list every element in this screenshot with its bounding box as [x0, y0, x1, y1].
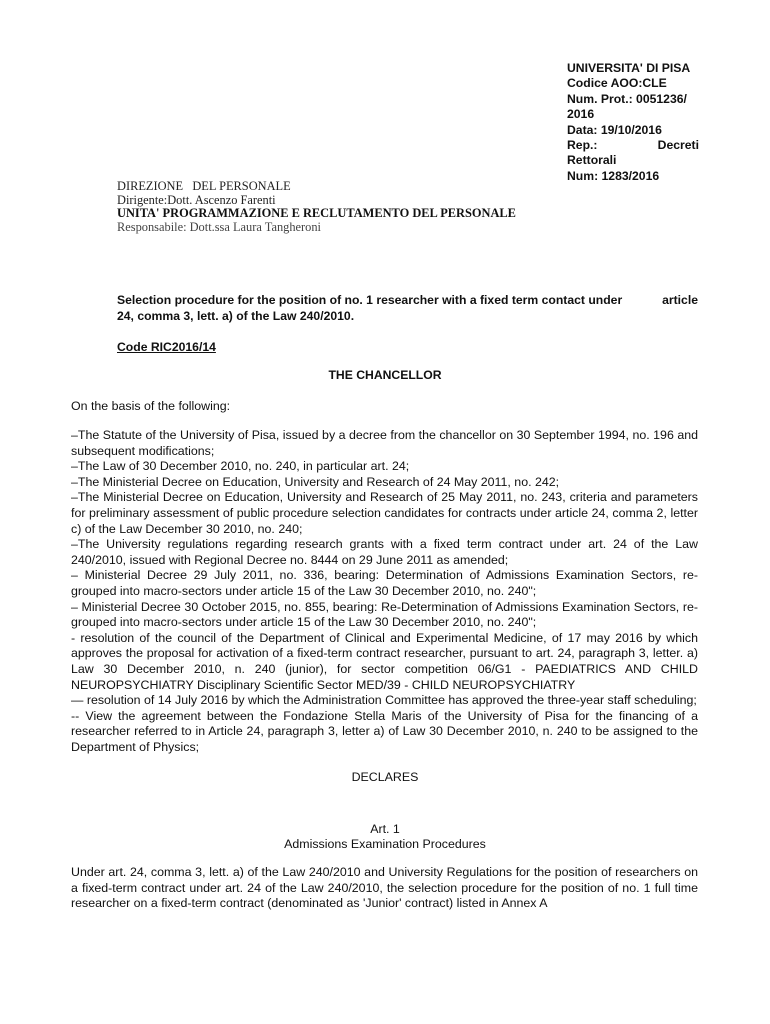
protocol-rep-value: Decreti	[657, 138, 699, 153]
recital-paragraph: –The Ministerial Decree on Education, University and Research of 24 May 2011, no. 242;	[71, 474, 560, 489]
recital-paragraph: –The University regulations regarding research grants with a fixed term contract under art. 24 of the Law 240/2010, issued with Regional Decree no. 8444 on 29 June 2011 as amended;	[71, 537, 698, 567]
basis-intro: On the basis of the following:	[71, 399, 231, 413]
protocol-university: UNIVERSITA' DI PISA	[567, 61, 691, 75]
recital-paragraph: - resolution of the council of the Department of Clinical and Experimental Medicine, of 17 may 2016 by which approves the proposal for activation of a fixed-term contract researcher, pursuant to art. 24, paragraph 3, letter. a) Law 30 December 2010, n. 240 (junior), for sector competition 06/G1 - PAEDIATRICS AND CHILD NEUROPSYCHIATRY Disciplinary Scientific Sector MED/39 - CHILD NEUROPSYCHIATRY	[71, 630, 698, 692]
office-direzione: DIREZIONE DEL PERSONALE	[117, 179, 291, 193]
chancellor-heading: THE CHANCELLOR	[328, 368, 442, 382]
recital-paragraph: –The Statute of the University of Pisa, issued by a decree from the chancellor on 30 September 1994, no. 196 and subsequent modifications;	[71, 428, 698, 458]
recital-paragraph: –The Ministerial Decree on Education, University and Research of 25 May 2011, no. 243, criteria and parameters for preliminary assessment of public procedure selection candidates for contracts under article 24, comma 2, letter c) of the Law December 30 2010, no. 240;	[71, 490, 698, 536]
protocol-stamp	[567, 61, 699, 184]
recital-paragraph: – Ministerial Decree 29 July 2011, no. 336, bearing: Determination of Admissions Examination Sectors, re-grouped into macro-sectors under article 15 of the Law 30 December 2010, no. 240";	[71, 568, 698, 598]
protocol-num: Num: 1283/2016	[567, 168, 660, 183]
protocol-rep	[567, 138, 699, 153]
subject-line-2: 24, comma 3, lett. a) of the Law 240/2010.	[117, 308, 355, 323]
protocol-rep-label: Rep.:	[567, 138, 598, 153]
protocol-num-prot: Num. Prot.: 0051236/	[567, 91, 687, 106]
office-dirigente: Dirigente:Dott. Ascenzo Farenti	[117, 192, 276, 207]
subject-line-1-right: article	[662, 293, 698, 307]
protocol-rettorali: Rettorali	[567, 153, 617, 168]
recitals	[71, 428, 698, 755]
protocol-codice: Codice AOO:CLE	[567, 76, 667, 91]
protocol-date: Data: 19/10/2016	[567, 122, 662, 137]
office-responsabile: Responsabile: Dott.ssa Laura Tangheroni	[117, 219, 321, 234]
subject-heading	[117, 293, 698, 324]
article-title: Art. 1	[370, 822, 400, 836]
declares-heading: DECLARES	[351, 770, 419, 784]
office-header	[117, 180, 516, 234]
recital-paragraph: — resolution of 14 July 2016 by which the Administration Committee has approved the three-year staff scheduling;	[71, 693, 697, 708]
recital-paragraph: –The Law of 30 December 2010, no. 240, in particular art. 24;	[71, 459, 410, 474]
article-subtitle: Admissions Examination Procedures	[284, 837, 486, 851]
procedure-code: Code RIC2016/14	[117, 340, 216, 354]
subject-line-1	[117, 293, 698, 309]
office-unit: UNITA' PROGRAMMAZIONE E RECLUTAMENTO DEL PERSONALE	[117, 206, 516, 221]
subject-line-1-left: Selection procedure for the position of no. 1 researcher with a fixed term contact under	[117, 293, 623, 307]
protocol-year: 2016	[567, 107, 595, 122]
article-body: Under art. 24, comma 3, lett. a) of the Law 240/2010 and University Regulations for the position of researchers on a fixed-term contract under art. 24 of the Law 240/2010, the selection procedure for the position of no. 1 full time researcher on a fixed-term contract (denominated as 'Junior' contract) listed in Annex A	[71, 865, 698, 911]
recital-paragraph: -- View the agreement between the Fondazione Stella Maris of the University of Pisa for the financing of a researcher referred to in Article 24, paragraph 3, letter a) of Law 30 December 2010, n. 240 to be assigned to the Department of Physics;	[71, 708, 698, 754]
recital-paragraph: – Ministerial Decree 30 October 2015, no. 855, bearing: Re-Determination of Admissions Examination Sectors, re-grouped into macro-sectors under article 15 of the Law 30 December 2010, no. 240";	[71, 599, 698, 630]
